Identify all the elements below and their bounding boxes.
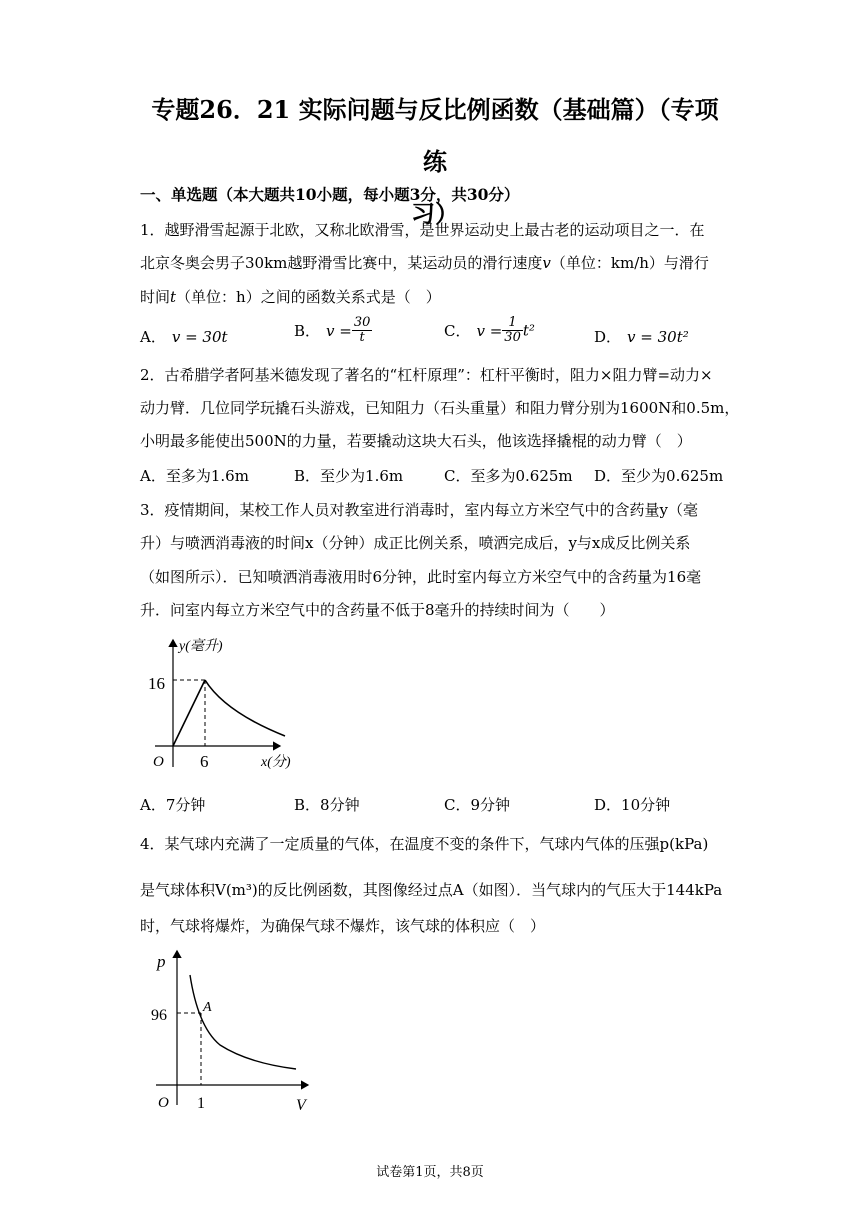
q1-line-2a: 北京冬奥会男子30km越野滑雪比赛中，某运动员的滑行速度 [140, 254, 543, 272]
q1-d-expr: v = 30t² [627, 328, 689, 346]
title-line-1: 专题26．21 实际问题与反比例函数（基础篇）（专项练 [151, 95, 719, 176]
q2-line-3: 小明最多能使出500N的力量，若要撬动这块大石头，他该选择撬棍的动力臂（ ） [140, 432, 692, 450]
q3-x-tick: 6 [200, 752, 209, 771]
q3-graph [145, 632, 295, 782]
option-label: B． [294, 322, 321, 340]
q4-y-label: p [157, 952, 166, 971]
q3-line-4: 升．问室内每立方米空气中的含药量不低于8毫升的持续时间为（ ） [140, 601, 615, 619]
q1-c-rest: t² [522, 321, 535, 340]
q1-option-d[interactable] [594, 326, 689, 347]
q3-y-tick: 16 [148, 674, 165, 693]
fraction-numerator: 1 [502, 316, 523, 331]
q1-b-lhs: v = [326, 321, 352, 340]
q2-line-2: 动力臂．几位同学玩撬石头游戏，已知阻力（石头重量）和阻力臂分别为1600N和0.5m， [140, 399, 740, 417]
q1-line-3 [140, 287, 730, 307]
q3-decay-curve [205, 680, 285, 736]
option-label: C． [444, 322, 471, 340]
q4-line-2: 是气球体积V(m³)的反比例函数，其图像经过点A（如图）．当气球内的气压大于144kPa [140, 881, 723, 899]
q1-line-2 [140, 253, 730, 273]
q3-line-3: （如图所示）．已知喷洒消毒液用时6分钟，此时室内每立方米空气中的含药量为16毫 [140, 568, 702, 586]
q2-option-c[interactable]: C．至多为0.625m [444, 467, 573, 485]
q3-option-b[interactable]: B．8分钟 [294, 796, 360, 814]
q1-option-a[interactable] [140, 326, 228, 347]
q1-c-fraction [502, 316, 523, 345]
q1-option-b[interactable] [294, 316, 372, 345]
q4-line-1: 4．某气球内充满了一定质量的气体，在温度不变的条件下，气球内气体的压强p(kPa) [140, 835, 709, 853]
option-label: D． [594, 328, 622, 346]
q1-var-t: t [170, 288, 177, 306]
q4-y-tick: 96 [151, 1007, 167, 1024]
q1-line-1: 1．越野滑雪起源于北欧，又称北欧滑雪，是世界运动史上最古老的运动项目之一．在 [140, 221, 705, 239]
q4-graph [148, 945, 318, 1117]
page-title [140, 84, 730, 240]
q1-option-c[interactable] [444, 316, 535, 345]
q4-x-tick: 1 [197, 1095, 205, 1112]
page-footer: 试卷第1页，共8页 [376, 1165, 484, 1180]
q3-origin-label: O [153, 754, 164, 770]
q1-line-3b: （单位：h）之间的函数关系式是（ ） [176, 288, 441, 306]
q4-origin-label: O [158, 1095, 169, 1111]
q1-var-v: v [542, 254, 551, 272]
q4-inverse-curve [190, 975, 296, 1069]
q3-rise-segment [173, 680, 205, 746]
q2-line-1: 2．古希腊学者阿基米德发现了著名的“杠杆原理”：杠杆平衡时，阻力×阻力臂=动力× [140, 366, 713, 384]
q4-line-3: 时，气球将爆炸，为确保气球不爆炸，该气球的体积应（ ） [140, 917, 546, 935]
option-label: A． [140, 328, 166, 346]
q1-a-expr: v = 30t [171, 328, 228, 346]
fraction-numerator: 30 [353, 315, 371, 330]
section-heading: 一、单选题（本大题共10小题，每小题3分，共30分） [140, 185, 520, 204]
q1-line-3a: 时间 [140, 288, 171, 306]
q2-option-a[interactable]: A．至多为1.6m [140, 467, 249, 485]
q3-option-c[interactable]: C．9分钟 [444, 796, 511, 814]
fraction-denominator: t [359, 330, 365, 345]
q4-point-label: A [203, 1000, 212, 1015]
q2-option-b[interactable]: B．至少为1.6m [294, 467, 404, 485]
q3-line-2: 升）与喷洒消毒液的时间x（分钟）成正比例关系，喷洒完成后，y与x成反比例关系 [140, 534, 691, 552]
q1-line-2b: （单位：km/h）与滑行 [550, 254, 709, 272]
q3-option-a[interactable]: A．7分钟 [140, 796, 206, 814]
fraction-denominator: 30 [504, 330, 521, 345]
q3-option-d[interactable]: D．10分钟 [594, 796, 671, 814]
q2-option-d[interactable]: D．至少为0.625m [594, 467, 724, 485]
title-line-2: 习） [411, 199, 459, 228]
q3-x-label: x(分) [261, 755, 291, 770]
q3-line-1: 3．疫情期间，某校工作人员对教室进行消毒时，室内每立方米空气中的含药量y（毫 [140, 501, 699, 519]
q3-y-label: y(毫升) [179, 639, 223, 654]
q4-x-label: V [296, 1097, 306, 1114]
q1-c-lhs: v = [476, 321, 503, 340]
q1-b-fraction [352, 316, 373, 345]
